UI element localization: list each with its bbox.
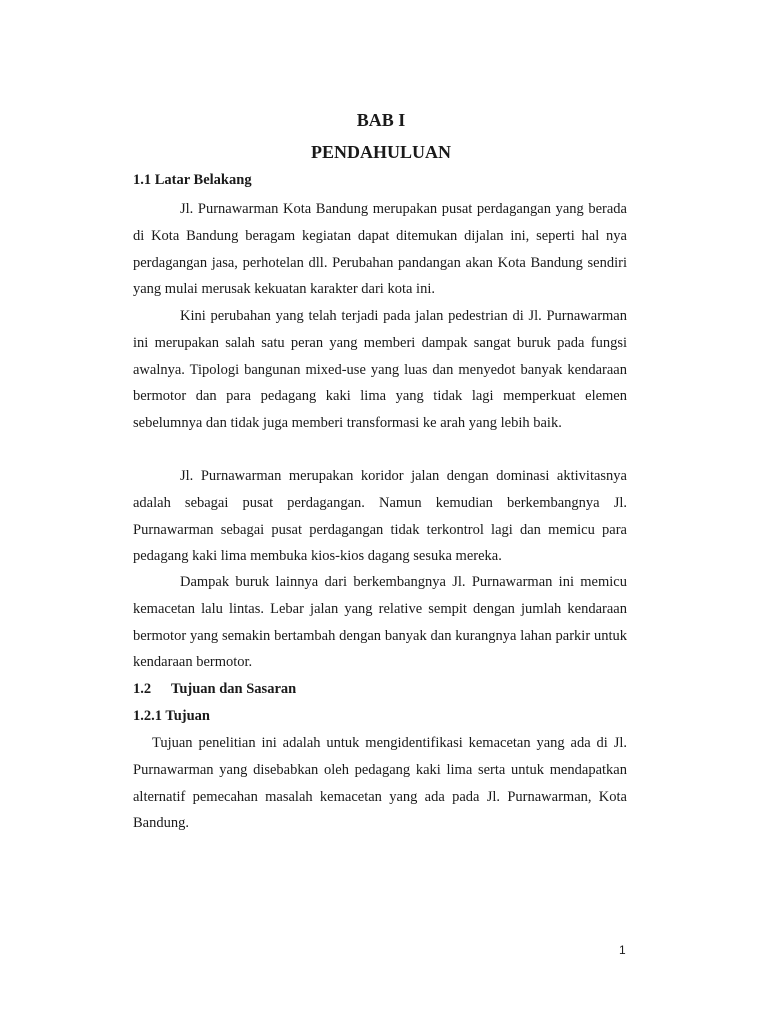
section-heading-latar-belakang: 1.1 Latar Belakang	[133, 172, 252, 188]
chapter-label: BAB I	[356, 110, 406, 130]
paragraph: Jl. Purnawarman merupakan koridor jalan dengan dominasi aktivitasnya adalah sebagai pusat perdagangan. Namun kemudian berkembangnya Jl. Purnawarman sebagai pusat perdagangan tidak terkontrol lagi dan memicu para pedagang kaki lima membuka kios-kios dagang sesuka mereka.	[133, 468, 627, 565]
subsection-heading-tujuan: 1.2.1 Tujuan	[133, 708, 210, 724]
paragraph: Kini perubahan yang telah terjadi pada jalan pedestrian di Jl. Purnawarman ini merupakan salah satu peran yang memberi dampak sangat buruk pada fungsi awalnya. Tipologi bangunan mixed-use yang luas dan menyedot banyak kendaraan bermotor dan para pedagang kaki lima yang tidak lagi memperkuat elemen sebelumnya dan tidak juga memberi transformasi ke arah yang lebih baik.	[133, 308, 627, 432]
paragraph: Tujuan penelitian ini adalah untuk mengidentifikasi kemacetan yang ada di Jl. Purnawarman yang disebabkan oleh pedagang kaki lima serta untuk mendapatkan alternatif pemecahan masalah kemacetan yang ada pada Jl. Purnawarman, Kota Bandung.	[133, 735, 627, 832]
page-number: 1	[619, 943, 626, 957]
chapter-title: PENDAHULUAN	[310, 142, 451, 162]
section-number: 1.2	[133, 681, 152, 697]
paragraph: Jl. Purnawarman Kota Bandung merupakan pusat perdagangan yang berada di Kota Bandung beragam kegiatan dapat ditemukan dijalan ini, seperti hal nya perdagangan jasa, perhotelan dll. Perubahan pandangan akan Kota Bandung sendiri yang mulai merusak kekuatan karakter dari kota ini.	[133, 201, 627, 298]
section-title: Tujuan dan Sasaran	[171, 681, 297, 697]
section-heading-tujuan-sasaran	[133, 681, 296, 698]
paragraph: Dampak buruk lainnya dari berkembangnya Jl. Purnawarman ini memicu kemacetan lalu lintas. Lebar jalan yang relative sempit dengan jumlah kendaraan bermotor yang semakin bertambah dengan banyak dan kurangnya lahan parkir untuk kendaraan bermotor.	[133, 574, 627, 671]
